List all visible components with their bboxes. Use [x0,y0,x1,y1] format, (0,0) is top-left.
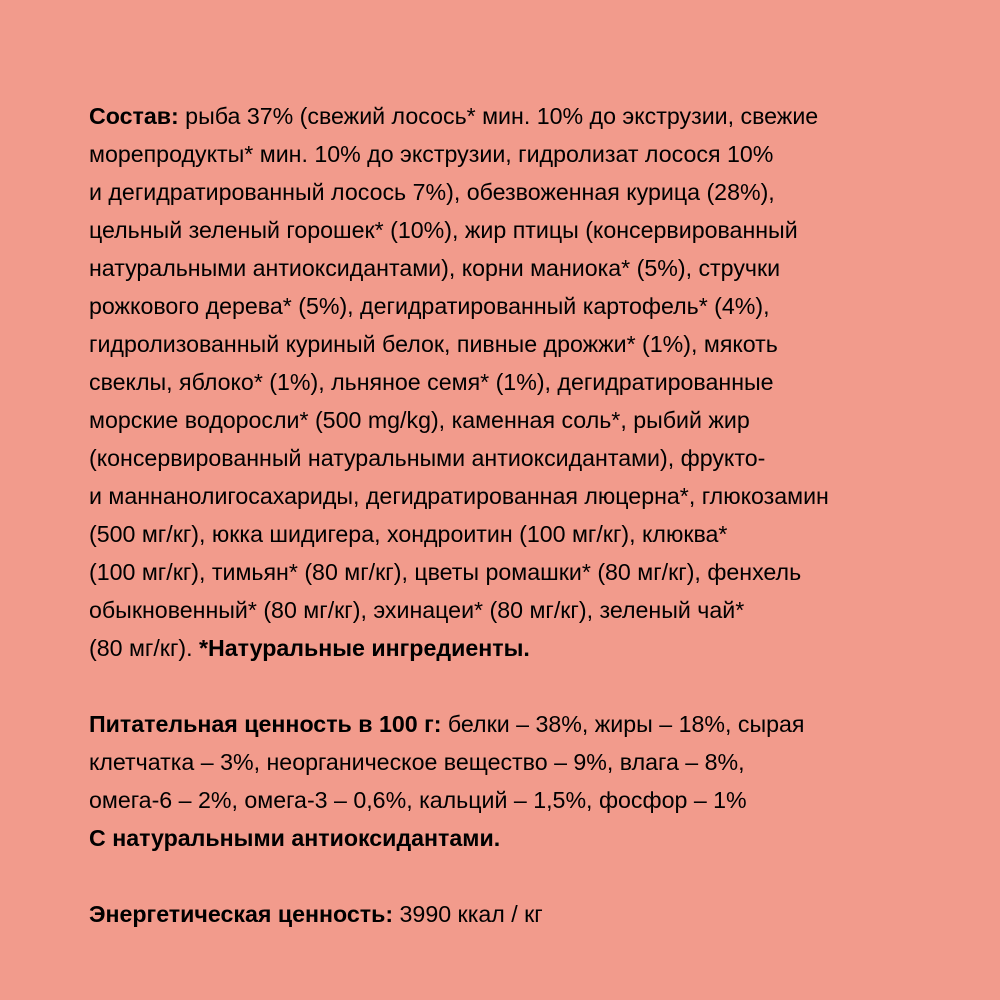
composition-line: и дегидратированный лосось 7%), обезвоженная курица (28%), [89,179,775,205]
composition-line: цельный зеленый горошек* (10%), жир птицы (консервированный [89,217,798,243]
nutrition-line [89,705,949,743]
natural-ingredients-footnote: *Натуральные ингредиенты. [199,635,530,661]
nutrition-line: клетчатка – 3%, неорганическое вещество – 9%, влага – 8%, [89,749,745,775]
composition-line: рожкового дерева* (5%), дегидратированный картофель* (4%), [89,293,770,319]
nutrition-label: Питательная ценность в 100 г: [89,711,442,737]
antioxidants-note: С натуральными антиоксидантами. [89,825,501,851]
composition-label: Состав: [89,103,179,129]
composition-line: (консервированный натуральными антиоксидантами), фрукто- [89,445,766,471]
composition-text: (80 мг/кг). [89,635,200,661]
composition-line: и маннанолигосахариды, дегидратированная люцерна*, глюкозамин [89,483,829,509]
composition-line: свеклы, яблоко* (1%), льняное семя* (1%), дегидратированные [89,369,774,395]
composition-line: морепродукты* мин. 10% до экструзии, гидролизат лосося 10% [89,141,774,167]
composition-line: морские водоросли* (500 mg/kg), каменная соль*, рыбий жир [89,407,750,433]
composition-line: гидролизованный куриный белок, пивные дрожжи* (1%), мякоть [89,331,778,357]
composition-line: натуральными антиоксидантами), корни маниока* (5%), стручки [89,255,781,281]
composition-line: обыкновенный* (80 мг/кг), эхинацеи* (80 мг/кг), зеленый чай* [89,597,745,623]
energy-section [89,895,949,933]
composition-section [89,97,949,667]
composition-line: (500 мг/кг), юкка шидигера, хондроитин (100 мг/кг), клюква* [89,521,728,547]
composition-line [89,97,949,135]
energy-value: 3990 ккал / кг [393,901,543,927]
composition-line [89,629,949,667]
composition-line: (100 мг/кг), тимьян* (80 мг/кг), цветы ромашки* (80 мг/кг), фенхель [89,559,802,585]
nutrition-section [89,705,949,857]
nutrition-text: белки – 38%, жиры – 18%, сырая [441,711,805,737]
energy-line [89,895,949,933]
energy-label: Энергетическая ценность: [89,901,394,927]
nutrition-line: омега-6 – 2%, омега-3 – 0,6%, кальций – 1,5%, фосфор – 1% [89,787,747,813]
composition-text: рыба 37% (свежий лосось* мин. 10% до экструзии, свежие [178,103,819,129]
